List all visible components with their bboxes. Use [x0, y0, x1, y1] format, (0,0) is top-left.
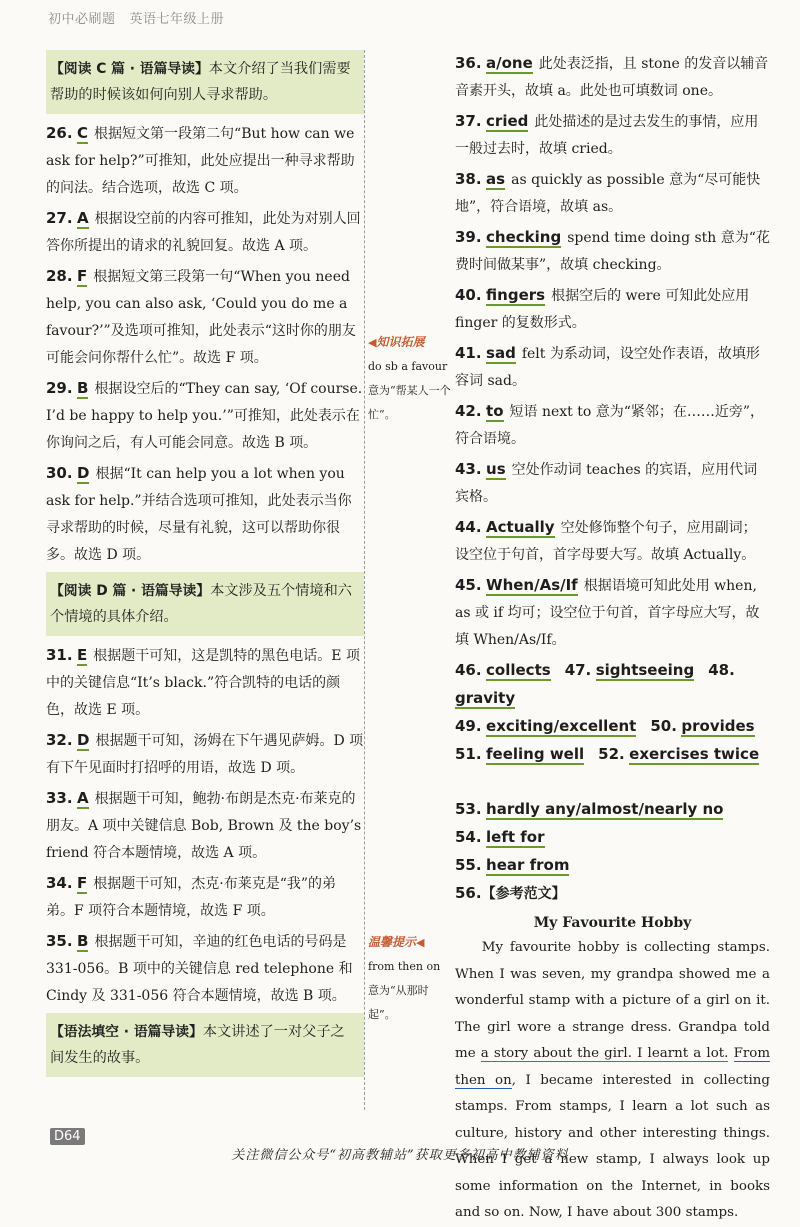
- item-answer: exciting/excellent: [486, 717, 637, 735]
- answer-row: [455, 852, 770, 880]
- side-note-tip: [368, 930, 452, 1027]
- item-explanation: felt 为系动词，设空处作表语，故填形容词 sad。: [455, 346, 760, 389]
- answer-row: [455, 824, 770, 852]
- item-answer: When/As/If: [486, 576, 578, 594]
- essay-body: [455, 935, 770, 1227]
- item-answer: D: [77, 464, 90, 482]
- item-explanation: 根据题干可知，这是凯特的黑色电话。E 项中的关键信息“It’s black.”符合凯特的电话的颜色，故选 E 项。: [46, 648, 360, 718]
- item-answer: B: [77, 379, 89, 397]
- item-explanation: 短语 next to 意为“紧邻；在……近旁”，符合语境。: [455, 404, 765, 447]
- item-answer: us: [486, 460, 506, 478]
- item-answer: C: [77, 124, 89, 142]
- item-number: 45.: [455, 576, 482, 594]
- item-answer: hear from: [486, 855, 570, 874]
- item-explanation: spend time doing sth 意为“花费时间做某事”，故填 checking。: [455, 230, 770, 273]
- item-number: 55.: [455, 855, 482, 874]
- item-answer: F: [77, 267, 88, 285]
- right-column: [455, 50, 770, 1227]
- item-answer: Actually: [486, 518, 555, 536]
- answer-item: [455, 108, 770, 163]
- item-answer: A: [77, 789, 89, 807]
- item-number: 53.: [455, 799, 482, 818]
- item-answer: provides: [681, 717, 755, 735]
- answer-item: [455, 224, 770, 279]
- item-number: 48.: [708, 661, 735, 679]
- answer-item: [46, 205, 364, 260]
- answer-row: [455, 713, 770, 741]
- item-explanation: 根据语境可知此处用 when, as 或 if 均可；设空位于句首，首字母应大写，故填 When/As/If。: [455, 578, 760, 648]
- footer-note: 关注微信公众号“初高教辅站”获取更多初高中教辅资料: [231, 1148, 569, 1163]
- answer-item: [455, 50, 770, 105]
- answer-item: [46, 460, 364, 569]
- guide-text: 本文涉及五个情境和六个情境的具体介绍。: [50, 583, 352, 625]
- item-number: 27.: [46, 209, 73, 227]
- item-answer: to: [486, 402, 504, 420]
- answer-item: [46, 263, 364, 372]
- guide-text: 本文讲述了一对父子之间发生的故事。: [50, 1024, 345, 1066]
- guide-tag: 【语法填空 · 语篇导读】: [50, 1024, 203, 1040]
- item-number: 47.: [564, 661, 592, 679]
- item-explanation: 根据设空后的“They can say, ‘Of course. I’d be happy to help you.’”可推知，此处表示在你询问之后，有人可能会同意。故选 B 项。: [46, 381, 363, 451]
- page-number: D64: [50, 1128, 85, 1145]
- page-header: [48, 8, 224, 27]
- item-explanation: 根据题干可知，辛迪的红色电话的号码是 331-056。B 项中的关键信息 red telephone 和 Cindy 及 331-056 符合本题情境，故选 B 项。: [46, 934, 353, 1004]
- answer-item: [455, 398, 770, 453]
- item-answer: F: [77, 874, 88, 892]
- item-answer: a/one: [486, 54, 533, 72]
- side-note-tag: 知识拓展: [376, 335, 425, 349]
- essay-highlight: From then on: [455, 1046, 771, 1088]
- answer-row: [455, 657, 770, 713]
- item-explanation: 根据空后的 were 可知此处应用 finger 的复数形式。: [455, 288, 750, 331]
- item-explanation: 此处表泛指，且 stone 的发音以辅音音素开头，故填 a。此处也可填数词 one。: [455, 56, 769, 99]
- item-answer: gravity: [455, 689, 516, 707]
- item-number: 31.: [46, 646, 73, 664]
- subject-title: 英语七年级上册: [129, 12, 225, 27]
- item-number: 43.: [455, 460, 482, 478]
- essay-space: [728, 1046, 733, 1061]
- answer-row: [455, 741, 770, 796]
- item-number: 42.: [455, 402, 482, 420]
- item-number: 52.: [598, 745, 625, 763]
- answer-item: [455, 514, 770, 569]
- item-explanation: 根据题干可知，杰克·布莱克是“我”的弟弟。F 项符合本题情境，故选 F 项。: [46, 876, 337, 919]
- guide-tag: 【阅读 C 篇 · 语篇导读】: [50, 61, 209, 77]
- item-explanation: 根据题干可知，鲍勃·布朗是杰克·布莱克的朋友。A 项中关键信息 Bob, Brown 及 the boy’s friend 符合本题情境，故选 A 项。: [46, 791, 362, 861]
- item-number: 29.: [46, 379, 73, 397]
- answer-item: [46, 785, 364, 867]
- answer-item: [46, 928, 364, 1010]
- guide-grammar: [46, 1013, 364, 1077]
- item-number: 50.: [650, 717, 677, 735]
- side-note-text: do sb a favour 意为“帮某人一个忙”。: [368, 360, 451, 421]
- item-number: 33.: [46, 789, 73, 807]
- left-column: [46, 50, 364, 1083]
- answers-reading-d: [46, 642, 364, 1010]
- item-number: 34.: [46, 874, 73, 892]
- essay-tag: 【参考范文】: [481, 885, 566, 902]
- answers-short: [455, 657, 770, 880]
- answer-item: [455, 572, 770, 654]
- item-answer: B: [77, 932, 89, 950]
- guide-reading-c: [46, 50, 364, 114]
- item-answer: sad: [486, 344, 516, 362]
- item-answer: feeling well: [486, 745, 585, 763]
- item-number: 32.: [46, 731, 73, 749]
- item-number: 28.: [46, 267, 73, 285]
- item-answer: left for: [486, 827, 545, 846]
- item-number: 44.: [455, 518, 482, 536]
- item-answer: checking: [486, 228, 562, 246]
- series-title: 初中必刷题: [48, 12, 116, 27]
- item-explanation: 此处描述的是过去发生的事情，应用一般过去时，故填 cried。: [455, 114, 759, 157]
- item-answer: fingers: [486, 286, 546, 304]
- item-answer: cried: [486, 112, 529, 130]
- item-explanation: 根据短文第一段第二句“But how can we ask for help?”可推知，此处应提出一种寻求帮助的问法。结合选项，故选 C 项。: [46, 126, 355, 196]
- answer-item: [46, 375, 364, 457]
- answer-item: [46, 727, 364, 782]
- answer-item: [46, 870, 364, 925]
- item-number: 40.: [455, 286, 482, 304]
- side-note-text: from then on 意为“从那时起”。: [368, 960, 441, 1021]
- side-note-tag: 温馨提示: [368, 935, 417, 949]
- essay-underlined: a story about the girl. I learnt a lot.: [480, 1046, 729, 1061]
- essay-heading: [455, 880, 770, 908]
- guide-tag: 【阅读 D 篇 · 语篇导读】: [50, 583, 211, 599]
- item-number: 49.: [455, 717, 482, 735]
- answer-item: [455, 166, 770, 221]
- essay-part-1: My favourite hobby is collecting stamps. When I was seven, my grandpa showed me a wonderful stamp with a picture of a girl on it. The girl wore a strange dress. Grandpa told me: [455, 940, 770, 1061]
- item-explanation: 空处修饰整个句子，应用副词；设空位于句首，首字母要大写。故填 Actually。: [455, 520, 757, 563]
- item-number: 35.: [46, 932, 73, 950]
- item-answer: hardly any/almost/nearly no: [486, 799, 724, 818]
- item-explanation: 根据设空前的内容可推知，此处为对别人回答你所提出的请求的礼貌回复。故选 A 项。: [46, 211, 361, 254]
- answer-item: [455, 282, 770, 337]
- item-explanation: 根据短文第三段第一句“When you need help, you can also ask, ‘Could you do me a favour?’”及选项可推知，此处表示“这时你的朋友可能会问你帮什么忙”。故选 F 项。: [46, 269, 356, 366]
- answer-item: [46, 120, 364, 202]
- item-number: 30.: [46, 464, 73, 482]
- answers-reading-c: [46, 120, 364, 569]
- item-answer: A: [77, 209, 89, 227]
- item-number: 56.: [455, 883, 482, 902]
- item-number: 37.: [455, 112, 482, 130]
- essay-part-2: , I became interested in collecting stamps. From stamps, I learn a lot such as culture, history and other interesting things. When I get a new stamp, I always look up some information on the Internet, in books and so on. Now, I have about 300 stamps.: [455, 1072, 770, 1220]
- item-number: 46.: [455, 661, 482, 679]
- arrow-left-icon: ◀: [368, 336, 377, 349]
- item-number: 38.: [455, 170, 482, 188]
- essay-title: My Favourite Hobby: [533, 915, 692, 931]
- guide-text: 本文介绍了当我们需要帮助的时候该如何向别人寻求帮助。: [50, 61, 351, 103]
- item-answer: collects: [486, 661, 551, 679]
- column-divider: [364, 50, 365, 1110]
- item-answer: as: [486, 170, 506, 188]
- answers-grammar: [455, 50, 770, 654]
- answer-item: [46, 642, 364, 724]
- item-explanation: as quickly as possible 意为“尽可能快地”，符合语境，故填 as。: [455, 172, 761, 215]
- answer-item: [455, 340, 770, 395]
- guide-reading-d: [46, 572, 364, 636]
- item-explanation: 根据“It can help you a lot when you ask for help.”并结合选项可推知，此处表示当你寻求帮助的时候，尽量有礼貌，这可以帮助你很多。故选 D 项。: [46, 466, 352, 563]
- item-explanation: 根据题干可知，汤姆在下午遇见萨姆。D 项有下午见面时打招呼的用语，故选 D 项。: [46, 733, 364, 776]
- item-answer: sightseeing: [595, 661, 695, 679]
- item-number: 26.: [46, 124, 73, 142]
- item-number: 51.: [455, 745, 482, 763]
- item-number: 36.: [455, 54, 482, 72]
- answer-row: [455, 796, 770, 824]
- item-answer: E: [77, 646, 88, 664]
- item-number: 54.: [455, 827, 482, 846]
- item-answer: D: [77, 731, 90, 749]
- item-answer: exercises twice: [629, 745, 760, 763]
- answer-item: [455, 456, 770, 511]
- item-number: 41.: [455, 344, 482, 362]
- arrow-right-icon: ◀: [416, 936, 425, 949]
- item-number: 39.: [455, 228, 482, 246]
- item-explanation: 空处作动词 teaches 的宾语，应用代词宾格。: [455, 462, 758, 505]
- side-note-knowledge: [368, 330, 452, 427]
